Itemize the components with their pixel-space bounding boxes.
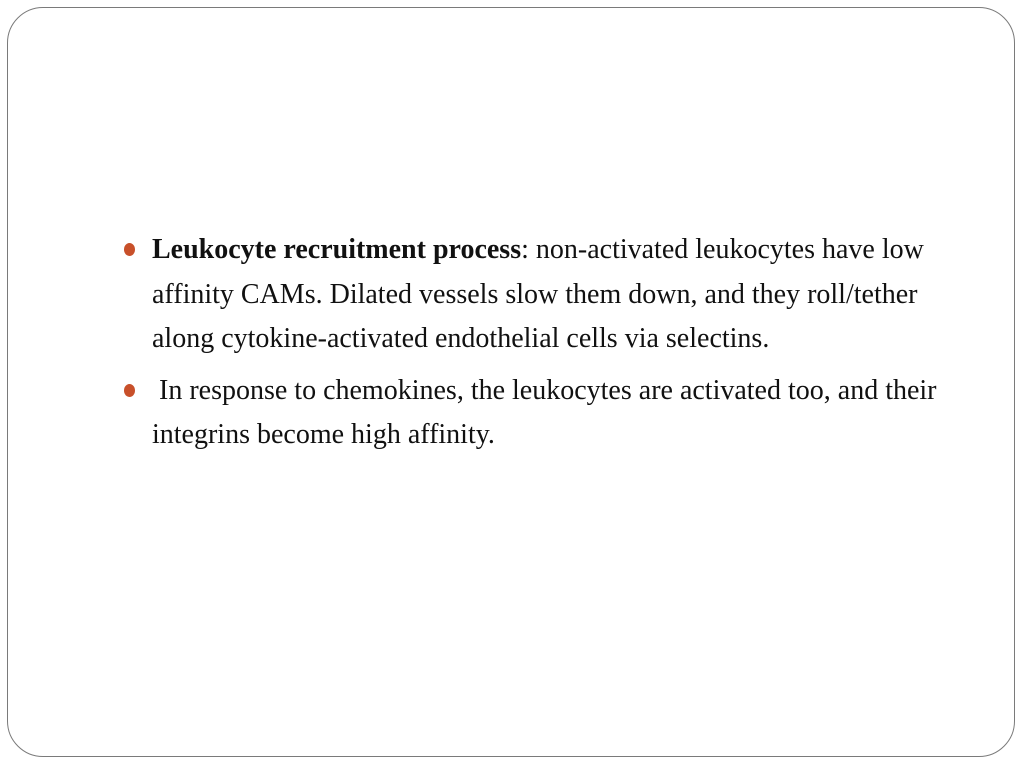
bullet-dot-icon [124,243,135,256]
bullet-term: Leukocyte recruitment process [152,234,522,265]
bullet-list [152,228,982,465]
slide-frame [7,7,1015,757]
bullet-text: : non-activated leukocytes have low affinity CAMs. Dilated vessels slow them down, and they roll/tether along cytokine-activated endothelial cells via selectins. [152,234,924,354]
bullet-item-leukocyte-recruitment [152,228,982,362]
bullet-dot-icon [124,384,135,397]
bullet-item-chemokines [152,369,982,458]
bullet-text: In response to chemokines, the leukocytes are activated too, and their integrins become high affinity. [152,374,944,450]
